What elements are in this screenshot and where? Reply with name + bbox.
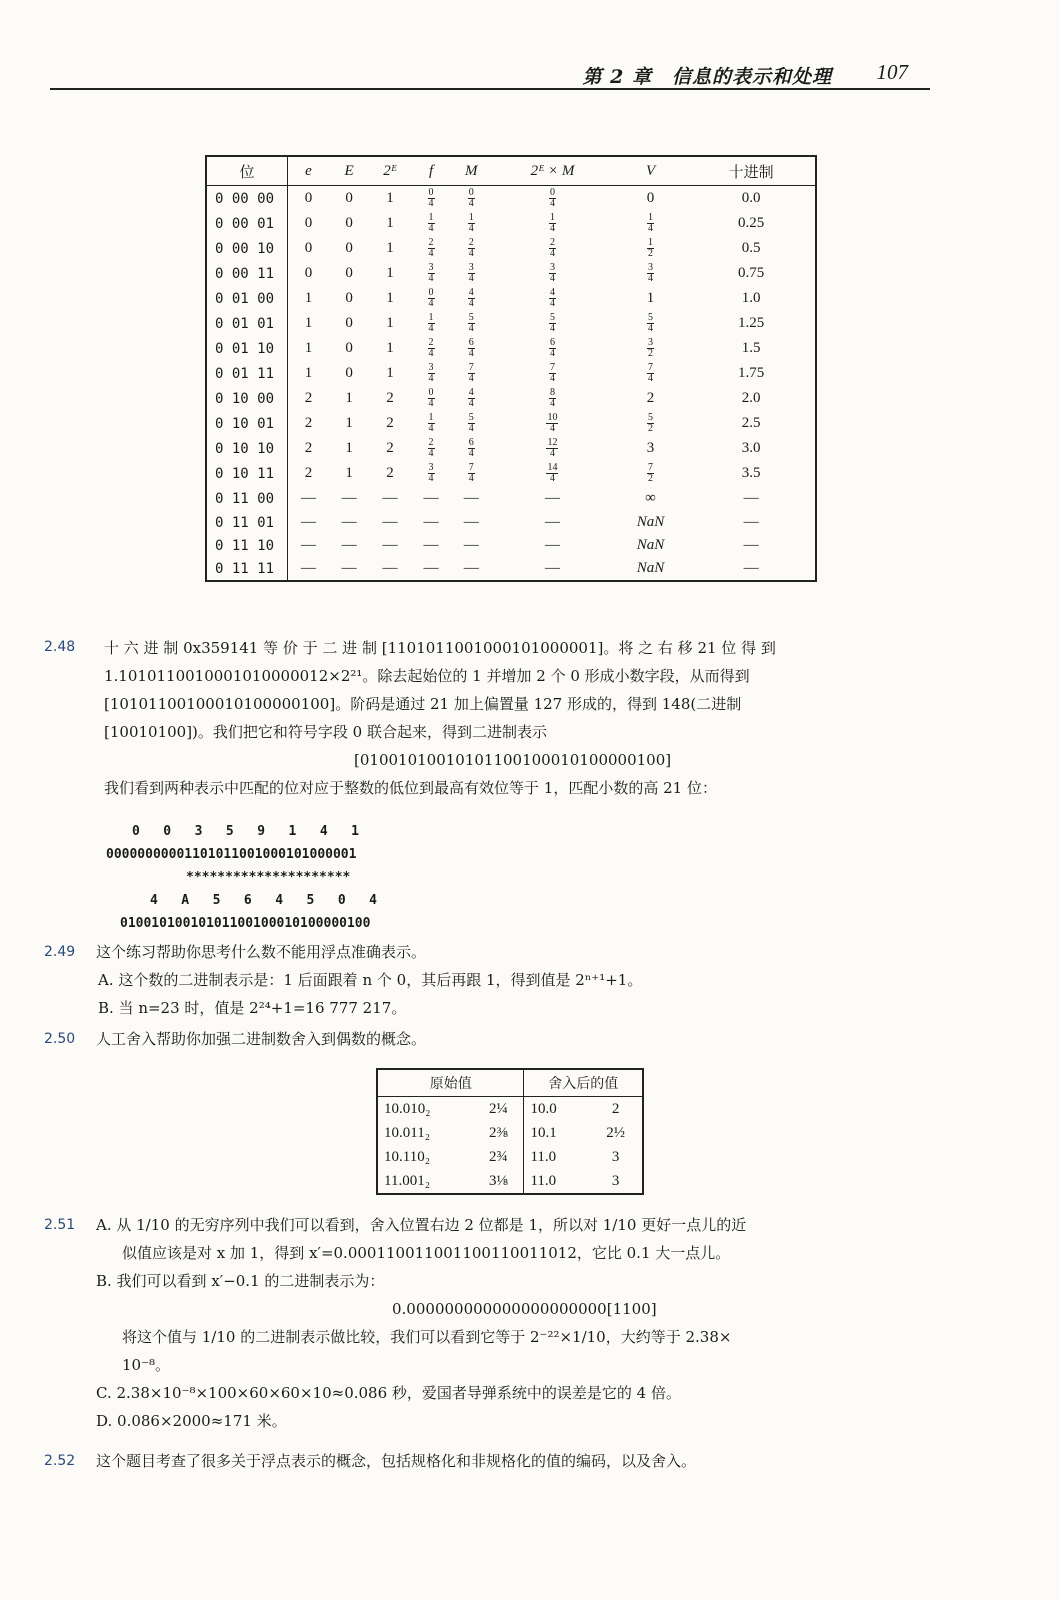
- table-cell: 0 00 00: [206, 186, 288, 212]
- page-header: [50, 58, 930, 90]
- table-cell: 2: [304, 415, 313, 431]
- fraction: $\frac{4}{4}$: [468, 387, 474, 409]
- col-original: 原始值: [377, 1069, 524, 1097]
- table-cell: 0.75: [738, 265, 765, 281]
- exercise-label-2-51: 2.51: [44, 1217, 76, 1233]
- fraction: $\frac{5}{4}$: [468, 412, 474, 434]
- table-cell: [451, 436, 491, 461]
- table-cell: [451, 461, 491, 486]
- fraction: $\frac{3}{4}$: [428, 362, 434, 384]
- table-cell: 3.5: [741, 465, 761, 481]
- table-cell: 2¼: [473, 1097, 524, 1122]
- table1-header: 位: [206, 156, 288, 186]
- table-cell: [491, 186, 613, 212]
- table-cell: 0 00 01: [206, 211, 288, 236]
- table-cell: 1: [345, 465, 353, 481]
- table-cell: —: [341, 490, 357, 506]
- table-cell: 1: [345, 440, 353, 456]
- table-cell: 0: [345, 290, 353, 306]
- table-cell: [491, 386, 613, 411]
- fraction: $\frac{1}{4}$: [428, 312, 434, 334]
- table-cell: —: [301, 490, 316, 506]
- exercise-2-50-text: [96, 1025, 926, 1053]
- exercise-2-49-text: [96, 938, 926, 1022]
- table-cell: 2: [386, 440, 394, 456]
- table-cell: [451, 361, 491, 386]
- text-line: 1.1010110010001010000012×2²¹。除去起始位的 1 并增加 2 个 0 形成小数字段，从而得到: [104, 667, 750, 685]
- table-cell: 1: [386, 190, 394, 206]
- table-cell: 0: [345, 240, 353, 256]
- table-cell: —: [743, 514, 759, 530]
- fraction: $\frac{7}{4}$: [468, 462, 474, 484]
- table-cell: 10.010₂: [384, 1100, 431, 1117]
- fraction: $\frac{0}{4}$: [428, 287, 434, 309]
- table-cell: 0: [646, 190, 655, 206]
- table1-header: M: [451, 156, 491, 186]
- table-row: [206, 186, 816, 212]
- table-row: [206, 361, 816, 386]
- table-cell: [411, 336, 451, 361]
- table-cell: [411, 461, 451, 486]
- table-cell: —: [382, 560, 398, 576]
- table-cell: —: [463, 514, 479, 530]
- exercise-label-2-48: 2.48: [44, 639, 76, 655]
- fraction: $\frac{0}{4}$: [549, 187, 555, 209]
- table-cell: 1: [386, 290, 394, 306]
- table-cell: NaN: [636, 514, 665, 530]
- fraction: $\frac{1}{4}$: [468, 212, 474, 234]
- fraction: $\frac{3}{2}$: [648, 337, 654, 359]
- table-row: [377, 1097, 643, 1122]
- table-cell: [411, 361, 451, 386]
- table-cell: 11.0: [530, 1172, 557, 1189]
- table-cell: 1: [386, 340, 394, 356]
- table-cell: 1: [386, 365, 394, 381]
- fraction: $\frac{3}{4}$: [428, 462, 434, 484]
- table-cell: [614, 261, 688, 286]
- text-line: B. 我们可以看到 x′−0.1 的二进制表示为：: [96, 1272, 385, 1290]
- table-row: [377, 1145, 643, 1169]
- fraction: $\frac{7}{4}$: [468, 362, 474, 384]
- table-row: [377, 1169, 643, 1194]
- table-cell: —: [463, 490, 479, 506]
- fraction: $\frac{2}{4}$: [428, 337, 434, 359]
- fraction: $\frac{0}{4}$: [468, 187, 474, 209]
- binary-representation: 0.000000000000000000000[1100]: [392, 1300, 657, 1318]
- binary-representation: [01001010010101100100010100000100]: [354, 751, 672, 769]
- table-cell: [411, 186, 451, 212]
- table-cell: —: [743, 490, 759, 506]
- table-cell: 2.5: [741, 415, 761, 431]
- exercise-2-48-text: [104, 634, 930, 802]
- exercise-label-2-50: 2.50: [44, 1031, 76, 1047]
- table-cell: 2½: [606, 1124, 626, 1141]
- table-cell: —: [743, 560, 759, 576]
- table-cell: [451, 261, 491, 286]
- table-cell: 3.0: [741, 440, 761, 456]
- fraction: $\frac{2}{4}$: [428, 237, 434, 259]
- text-line: D. 0.086×2000≈171 米。: [96, 1412, 287, 1430]
- table-row: [206, 461, 816, 486]
- fraction: $\frac{5}{2}$: [648, 412, 654, 434]
- table-cell: [491, 361, 613, 386]
- text-line: C. 2.38×10⁻⁸×100×60×60×10≈0.086 秒，爱国者导弹系统中的误差是它的 4 倍。: [96, 1384, 681, 1402]
- table-cell: 3: [611, 1148, 620, 1165]
- fraction: $\frac{8}{4}$: [549, 387, 555, 409]
- table-cell: 0: [304, 265, 313, 281]
- text-line: 将这个值与 1/10 的二进制表示做比较，我们可以看到它等于 2⁻²²×1/10，大约等于 2.38×: [122, 1328, 732, 1346]
- table-cell: 11.0: [530, 1148, 557, 1165]
- table-cell: [491, 311, 613, 336]
- table-cell: [411, 311, 451, 336]
- table-row: [206, 534, 816, 557]
- table-cell: 3: [646, 440, 655, 456]
- table-cell: [411, 286, 451, 311]
- table-row: [206, 486, 816, 511]
- table-cell: 1: [386, 240, 394, 256]
- table-cell: [614, 211, 688, 236]
- fraction: $\frac{3}{4}$: [428, 262, 434, 284]
- table-cell: 0 01 10: [206, 336, 288, 361]
- table-cell: [411, 261, 451, 286]
- table-cell: 2: [304, 440, 313, 456]
- table-cell: [614, 461, 688, 486]
- table-cell: 1: [304, 290, 313, 306]
- table-cell: [451, 286, 491, 311]
- fraction: $\frac{7}{4}$: [549, 362, 555, 384]
- table-cell: [491, 211, 613, 236]
- table1-header: 2ᴱ × M: [491, 156, 613, 186]
- text-line: A. 从 1/10 的无穷序列中我们可以看到，舍入位置右边 2 位都是 1，所以对 1/10 更好一点儿的近: [96, 1216, 747, 1234]
- table-cell: 1: [345, 390, 353, 406]
- table-cell: 1.5: [741, 340, 761, 356]
- table-row: [206, 336, 816, 361]
- table-cell: 11.001₂: [384, 1172, 430, 1189]
- table-cell: 3: [611, 1172, 620, 1189]
- binary-int: 00000000001101011001000101000001: [106, 847, 357, 862]
- table-cell: [451, 386, 491, 411]
- table-cell: NaN: [636, 537, 665, 553]
- table-cell: [614, 311, 688, 336]
- table-row: [206, 311, 816, 336]
- table-row: [206, 261, 816, 286]
- table-cell: —: [423, 514, 439, 530]
- fraction: $\frac{1}{4}$: [428, 212, 434, 234]
- fraction: $\frac{7}{4}$: [648, 362, 654, 384]
- fraction: $\frac{0}{4}$: [428, 187, 434, 209]
- table-cell: —: [544, 560, 560, 576]
- table-cell: [451, 211, 491, 236]
- table-cell: [411, 211, 451, 236]
- fraction: $\frac{5}{4}$: [648, 312, 654, 334]
- table-cell: [451, 336, 491, 361]
- text-line: A. 这个数的二进制表示是：1 后面跟着 n 个 0，其后再跟 1，得到值是 2ⁿ⁺¹+1。: [98, 971, 643, 989]
- text-line: 人工舍入帮助你加强二进制数舍入到偶数的概念。: [96, 1030, 427, 1048]
- fraction: $\frac{0}{4}$: [428, 387, 434, 409]
- table-cell: [614, 361, 688, 386]
- rounding-table: [376, 1068, 644, 1195]
- table-cell: 2: [611, 1100, 620, 1117]
- fraction: $\frac{5}{4}$: [549, 312, 555, 334]
- table-cell: —: [301, 514, 316, 530]
- table-cell: 1: [386, 265, 394, 281]
- text-line: [10010100])。我们把它和符号字段 0 联合起来，得到二进制表示: [104, 723, 547, 741]
- table-cell: 1.75: [738, 365, 765, 381]
- table-cell: —: [743, 537, 759, 553]
- table-row: [206, 236, 816, 261]
- fraction: $\frac{10}{4}$: [547, 412, 558, 434]
- table-cell: 0: [345, 265, 353, 281]
- table-cell: 1: [304, 315, 313, 331]
- table-cell: —: [463, 560, 479, 576]
- table-cell: ∞: [645, 490, 656, 506]
- table-cell: 0: [345, 215, 353, 231]
- table-cell: [451, 186, 491, 212]
- table-cell: 0: [345, 365, 353, 381]
- table-cell: 2: [386, 390, 394, 406]
- table-cell: 0.0: [741, 190, 761, 206]
- table-cell: —: [382, 514, 398, 530]
- exercise-2-52-text: [96, 1447, 930, 1475]
- exercise-label-2-49: 2.49: [44, 944, 76, 960]
- table-cell: 1: [646, 290, 655, 306]
- table-cell: [451, 236, 491, 261]
- table-cell: —: [423, 537, 439, 553]
- table-cell: [411, 436, 451, 461]
- text-line: 十 六 进 制 0x359141 等 价 于 二 进 制 [1101011001000101000001]。将 之 右 移 21 位 得 到: [104, 639, 776, 657]
- table-cell: NaN: [636, 560, 665, 576]
- table1-header: e: [288, 156, 330, 186]
- table-row: [206, 411, 816, 436]
- table-cell: 1: [304, 365, 313, 381]
- table-cell: —: [341, 514, 357, 530]
- table-cell: [491, 461, 613, 486]
- table-cell: 0 00 11: [206, 261, 288, 286]
- fraction: $\frac{2}{4}$: [428, 437, 434, 459]
- table-cell: 0 11 10: [206, 534, 288, 557]
- table-cell: 1: [386, 215, 394, 231]
- fraction: $\frac{6}{4}$: [468, 337, 474, 359]
- fraction: $\frac{1}{4}$: [549, 212, 555, 234]
- table-cell: 10.110₂: [384, 1148, 430, 1165]
- exercise-label-2-52: 2.52: [44, 1453, 76, 1469]
- fraction: $\frac{2}{4}$: [468, 237, 474, 259]
- table-cell: 0 11 11: [206, 557, 288, 581]
- table-row: [206, 436, 816, 461]
- table-cell: 0 01 00: [206, 286, 288, 311]
- exercise-2-51-text: [96, 1211, 930, 1435]
- table-cell: 0.25: [738, 215, 765, 231]
- text-line: 10⁻⁸。: [122, 1356, 171, 1374]
- fraction: $\frac{7}{2}$: [648, 462, 654, 484]
- table-row: [206, 511, 816, 534]
- table-cell: —: [382, 490, 398, 506]
- table-cell: 1: [345, 415, 353, 431]
- table1-header: 2ᴱ: [369, 156, 411, 186]
- fraction: $\frac{2}{4}$: [549, 237, 555, 259]
- text-line: 这个练习帮助你思考什么数不能用浮点准确表示。: [96, 943, 427, 961]
- table-cell: 3⅛: [473, 1169, 524, 1194]
- fraction: $\frac{12}{4}$: [547, 437, 558, 459]
- table-cell: [614, 336, 688, 361]
- table-cell: 10.011₂: [384, 1124, 430, 1141]
- table-cell: 10.0: [530, 1100, 557, 1117]
- table-cell: 0: [304, 215, 313, 231]
- table-cell: —: [341, 537, 357, 553]
- table-cell: 2: [386, 415, 394, 431]
- table-cell: [411, 386, 451, 411]
- table-cell: 1.25: [738, 315, 765, 331]
- table-cell: [614, 411, 688, 436]
- table-cell: 2: [386, 465, 394, 481]
- table-row: [206, 557, 816, 581]
- fraction: $\frac{4}{4}$: [468, 287, 474, 309]
- table-cell: 2¾: [473, 1145, 524, 1169]
- table-cell: 2⅜: [473, 1121, 524, 1145]
- table-cell: 1.0: [741, 290, 761, 306]
- float-encoding-table: [205, 155, 817, 582]
- table-cell: [411, 236, 451, 261]
- table-cell: [451, 311, 491, 336]
- table-cell: 10.1: [530, 1124, 557, 1141]
- table-cell: [491, 436, 613, 461]
- fraction: $\frac{3}{4}$: [648, 262, 654, 284]
- table-row: [377, 1121, 643, 1145]
- table-row: [206, 386, 816, 411]
- table-cell: 0 10 00: [206, 386, 288, 411]
- chapter-title: 第 2 章 信息的表示和处理: [582, 66, 832, 88]
- fraction: $\frac{1}{4}$: [428, 412, 434, 434]
- table1-header: f: [411, 156, 451, 186]
- table-cell: [491, 286, 613, 311]
- table1-header: V: [614, 156, 688, 186]
- binary-float: 01001010010101100100010100000100: [120, 916, 371, 931]
- table-cell: 0 01 01: [206, 311, 288, 336]
- table-row: [206, 211, 816, 236]
- table-cell: —: [382, 537, 398, 553]
- text-line: [10101100100010100000100]。阶码是通过 21 加上偏置量 127 形成的，得到 148(二进制: [104, 695, 742, 713]
- table-cell: 2: [304, 390, 313, 406]
- page-number: 107: [876, 60, 908, 84]
- table-cell: 2: [304, 465, 313, 481]
- table-cell: 0: [345, 340, 353, 356]
- fraction: $\frac{3}{4}$: [549, 262, 555, 284]
- table-cell: 0 11 00: [206, 486, 288, 511]
- hex-digits-int: 0 0 3 5 9 1 4 1: [132, 824, 359, 839]
- table-cell: 0 01 11: [206, 361, 288, 386]
- table-cell: 0: [304, 190, 313, 206]
- table-cell: 0 00 10: [206, 236, 288, 261]
- fraction: $\frac{1}{2}$: [648, 237, 654, 259]
- fraction: $\frac{6}{4}$: [549, 337, 555, 359]
- match-stars: *********************: [186, 870, 351, 885]
- table-cell: —: [544, 537, 560, 553]
- fraction: $\frac{14}{4}$: [547, 462, 558, 484]
- table1-header: E: [329, 156, 369, 186]
- table-cell: 0 10 11: [206, 461, 288, 486]
- table-cell: [491, 411, 613, 436]
- table-cell: 0.5: [741, 240, 761, 256]
- fraction: $\frac{4}{4}$: [549, 287, 555, 309]
- table-cell: 0 11 01: [206, 511, 288, 534]
- hex-digits-float: 4 A 5 6 4 5 0 4: [150, 893, 377, 908]
- fraction: $\frac{3}{4}$: [468, 262, 474, 284]
- table-cell: 2.0: [741, 390, 761, 406]
- col-rounded: 舍入后的值: [524, 1069, 643, 1097]
- table-cell: 1: [304, 340, 313, 356]
- table-cell: [451, 411, 491, 436]
- table-row: [206, 286, 816, 311]
- table-cell: —: [544, 490, 560, 506]
- bit-match-diagram: [106, 820, 377, 935]
- table-cell: 0 10 01: [206, 411, 288, 436]
- table-cell: —: [341, 560, 357, 576]
- table-cell: 2: [646, 390, 655, 406]
- text-line: B. 当 n=23 时，值是 2²⁴+1=16 777 217。: [98, 999, 407, 1017]
- table-cell: [614, 236, 688, 261]
- text-line: 我们看到两种表示中匹配的位对应于整数的低位到最高有效位等于 1，匹配小数的高 21 位：: [104, 779, 717, 797]
- table-cell: 0: [345, 190, 353, 206]
- table-cell: —: [423, 490, 439, 506]
- table-cell: [491, 236, 613, 261]
- table-cell: 0: [304, 240, 313, 256]
- table-cell: —: [301, 560, 316, 576]
- table-cell: [411, 411, 451, 436]
- fraction: $\frac{6}{4}$: [468, 437, 474, 459]
- table-cell: [491, 336, 613, 361]
- text-line: 这个题目考查了很多关于浮点表示的概念，包括规格化和非规格化的值的编码，以及舍入。: [96, 1452, 697, 1470]
- table-cell: —: [463, 537, 479, 553]
- fraction: $\frac{5}{4}$: [468, 312, 474, 334]
- text-line: 似值应该是对 x 加 1，得到 x′=0.000110011001100110011012，它比 0.1 大一点儿。: [122, 1244, 731, 1262]
- table-cell: 0 10 10: [206, 436, 288, 461]
- table1-header: 十进制: [687, 156, 816, 186]
- fraction: $\frac{1}{4}$: [648, 212, 654, 234]
- table-cell: 1: [386, 315, 394, 331]
- table-cell: —: [544, 514, 560, 530]
- table-cell: —: [301, 537, 316, 553]
- table-cell: 0: [345, 315, 353, 331]
- table-cell: —: [423, 560, 439, 576]
- table-cell: [491, 261, 613, 286]
